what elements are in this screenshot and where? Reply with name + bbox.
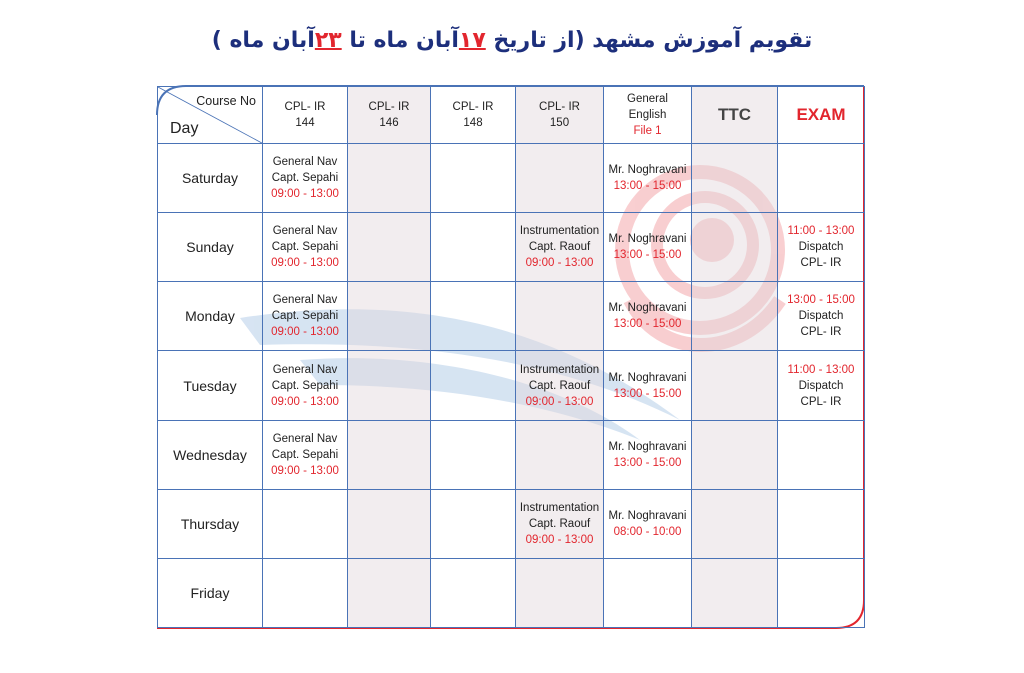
- class-cell: Mr. Noghravani 13:00 - 15:00: [604, 351, 692, 420]
- day-row-saturday: [158, 144, 865, 213]
- empty-cell: [431, 558, 516, 627]
- column-header-cpl-150: CPL- IR 150: [516, 87, 604, 144]
- empty-cell: [516, 420, 604, 489]
- empty-cell: [263, 558, 348, 627]
- class-cell: Instrumentation Capt. Raouf 09:00 - 13:00: [516, 489, 604, 558]
- class-cell: Instrumentation Capt. Raouf 09:00 - 13:00: [516, 351, 604, 420]
- corner-header-cell: [158, 87, 263, 144]
- empty-cell: [692, 144, 778, 213]
- empty-cell: [516, 558, 604, 627]
- empty-cell: [431, 144, 516, 213]
- day-row-monday: [158, 282, 865, 351]
- class-cell: General Nav Capt. Sepahi 09:00 - 13:00: [263, 282, 348, 351]
- day-row-sunday: [158, 213, 865, 282]
- day-cell: Sunday: [158, 213, 263, 282]
- day-cell: Saturday: [158, 144, 263, 213]
- header-row: [158, 87, 865, 144]
- title-part1: تقویم آموزش مشهد (از تاریخ: [485, 28, 813, 53]
- empty-cell: [692, 213, 778, 282]
- class-cell: General Nav Capt. Sepahi 09:00 - 13:00: [263, 351, 348, 420]
- empty-cell: [778, 558, 865, 627]
- class-cell: Instrumentation Capt. Raouf 09:00 - 13:00: [516, 213, 604, 282]
- empty-cell: [431, 213, 516, 282]
- empty-cell: [348, 420, 431, 489]
- empty-cell: [431, 489, 516, 558]
- day-row-friday: [158, 558, 865, 627]
- class-cell: Mr. Noghravani 13:00 - 15:00: [604, 282, 692, 351]
- empty-cell: [778, 489, 865, 558]
- class-cell: Mr. Noghravani 13:00 - 15:00: [604, 213, 692, 282]
- class-cell: Mr. Noghravani 08:00 - 10:00: [604, 489, 692, 558]
- empty-cell: [263, 489, 348, 558]
- course-no-label: Course No: [196, 94, 256, 108]
- empty-cell: [692, 489, 778, 558]
- day-cell: Wednesday: [158, 420, 263, 489]
- empty-cell: [778, 144, 865, 213]
- column-header-cpl-146: CPL- IR 146: [348, 87, 431, 144]
- class-cell: General Nav Capt. Sepahi 09:00 - 13:00: [263, 420, 348, 489]
- empty-cell: [431, 282, 516, 351]
- column-header-cpl-148: CPL- IR 148: [431, 87, 516, 144]
- empty-cell: [348, 558, 431, 627]
- class-cell: General Nav Capt. Sepahi 09:00 - 13:00: [263, 144, 348, 213]
- class-cell: Mr. Noghravani 13:00 - 15:00: [604, 144, 692, 213]
- empty-cell: [516, 282, 604, 351]
- empty-cell: [431, 351, 516, 420]
- day-row-thursday: [158, 489, 865, 558]
- title-start-date: ۱۷: [458, 28, 486, 53]
- exam-cell: 11:00 - 13:00 Dispatch CPL- IR: [778, 351, 865, 420]
- day-row-tuesday: [158, 351, 865, 420]
- empty-cell: [348, 489, 431, 558]
- day-row-wednesday: [158, 420, 865, 489]
- page-title: [0, 28, 1024, 53]
- column-header-exam: EXAM: [778, 87, 865, 144]
- empty-cell: [431, 420, 516, 489]
- column-header-ttc: TTC: [692, 87, 778, 144]
- column-header-cpl-144: CPL- IR 144: [263, 87, 348, 144]
- empty-cell: [604, 558, 692, 627]
- day-cell: Tuesday: [158, 351, 263, 420]
- column-header-general-english: General English File 1: [604, 87, 692, 144]
- empty-cell: [692, 420, 778, 489]
- empty-cell: [692, 282, 778, 351]
- title-part2: آبان ماه تا: [341, 28, 459, 53]
- day-cell: Thursday: [158, 489, 263, 558]
- empty-cell: [348, 144, 431, 213]
- title-part3: آبان ماه ): [211, 28, 315, 53]
- empty-cell: [348, 213, 431, 282]
- empty-cell: [516, 144, 604, 213]
- empty-cell: [778, 420, 865, 489]
- class-cell: General Nav Capt. Sepahi 09:00 - 13:00: [263, 213, 348, 282]
- day-cell: Friday: [158, 558, 263, 627]
- empty-cell: [692, 558, 778, 627]
- empty-cell: [348, 282, 431, 351]
- schedule-table: [157, 86, 865, 628]
- empty-cell: [348, 351, 431, 420]
- title-end-date: ۲۳: [314, 28, 342, 53]
- exam-cell: 13:00 - 15:00 Dispatch CPL- IR: [778, 282, 865, 351]
- day-cell: Monday: [158, 282, 263, 351]
- class-cell: Mr. Noghravani 13:00 - 15:00: [604, 420, 692, 489]
- exam-cell: 11:00 - 13:00 Dispatch CPL- IR: [778, 213, 865, 282]
- day-label: Day: [170, 120, 199, 138]
- empty-cell: [692, 351, 778, 420]
